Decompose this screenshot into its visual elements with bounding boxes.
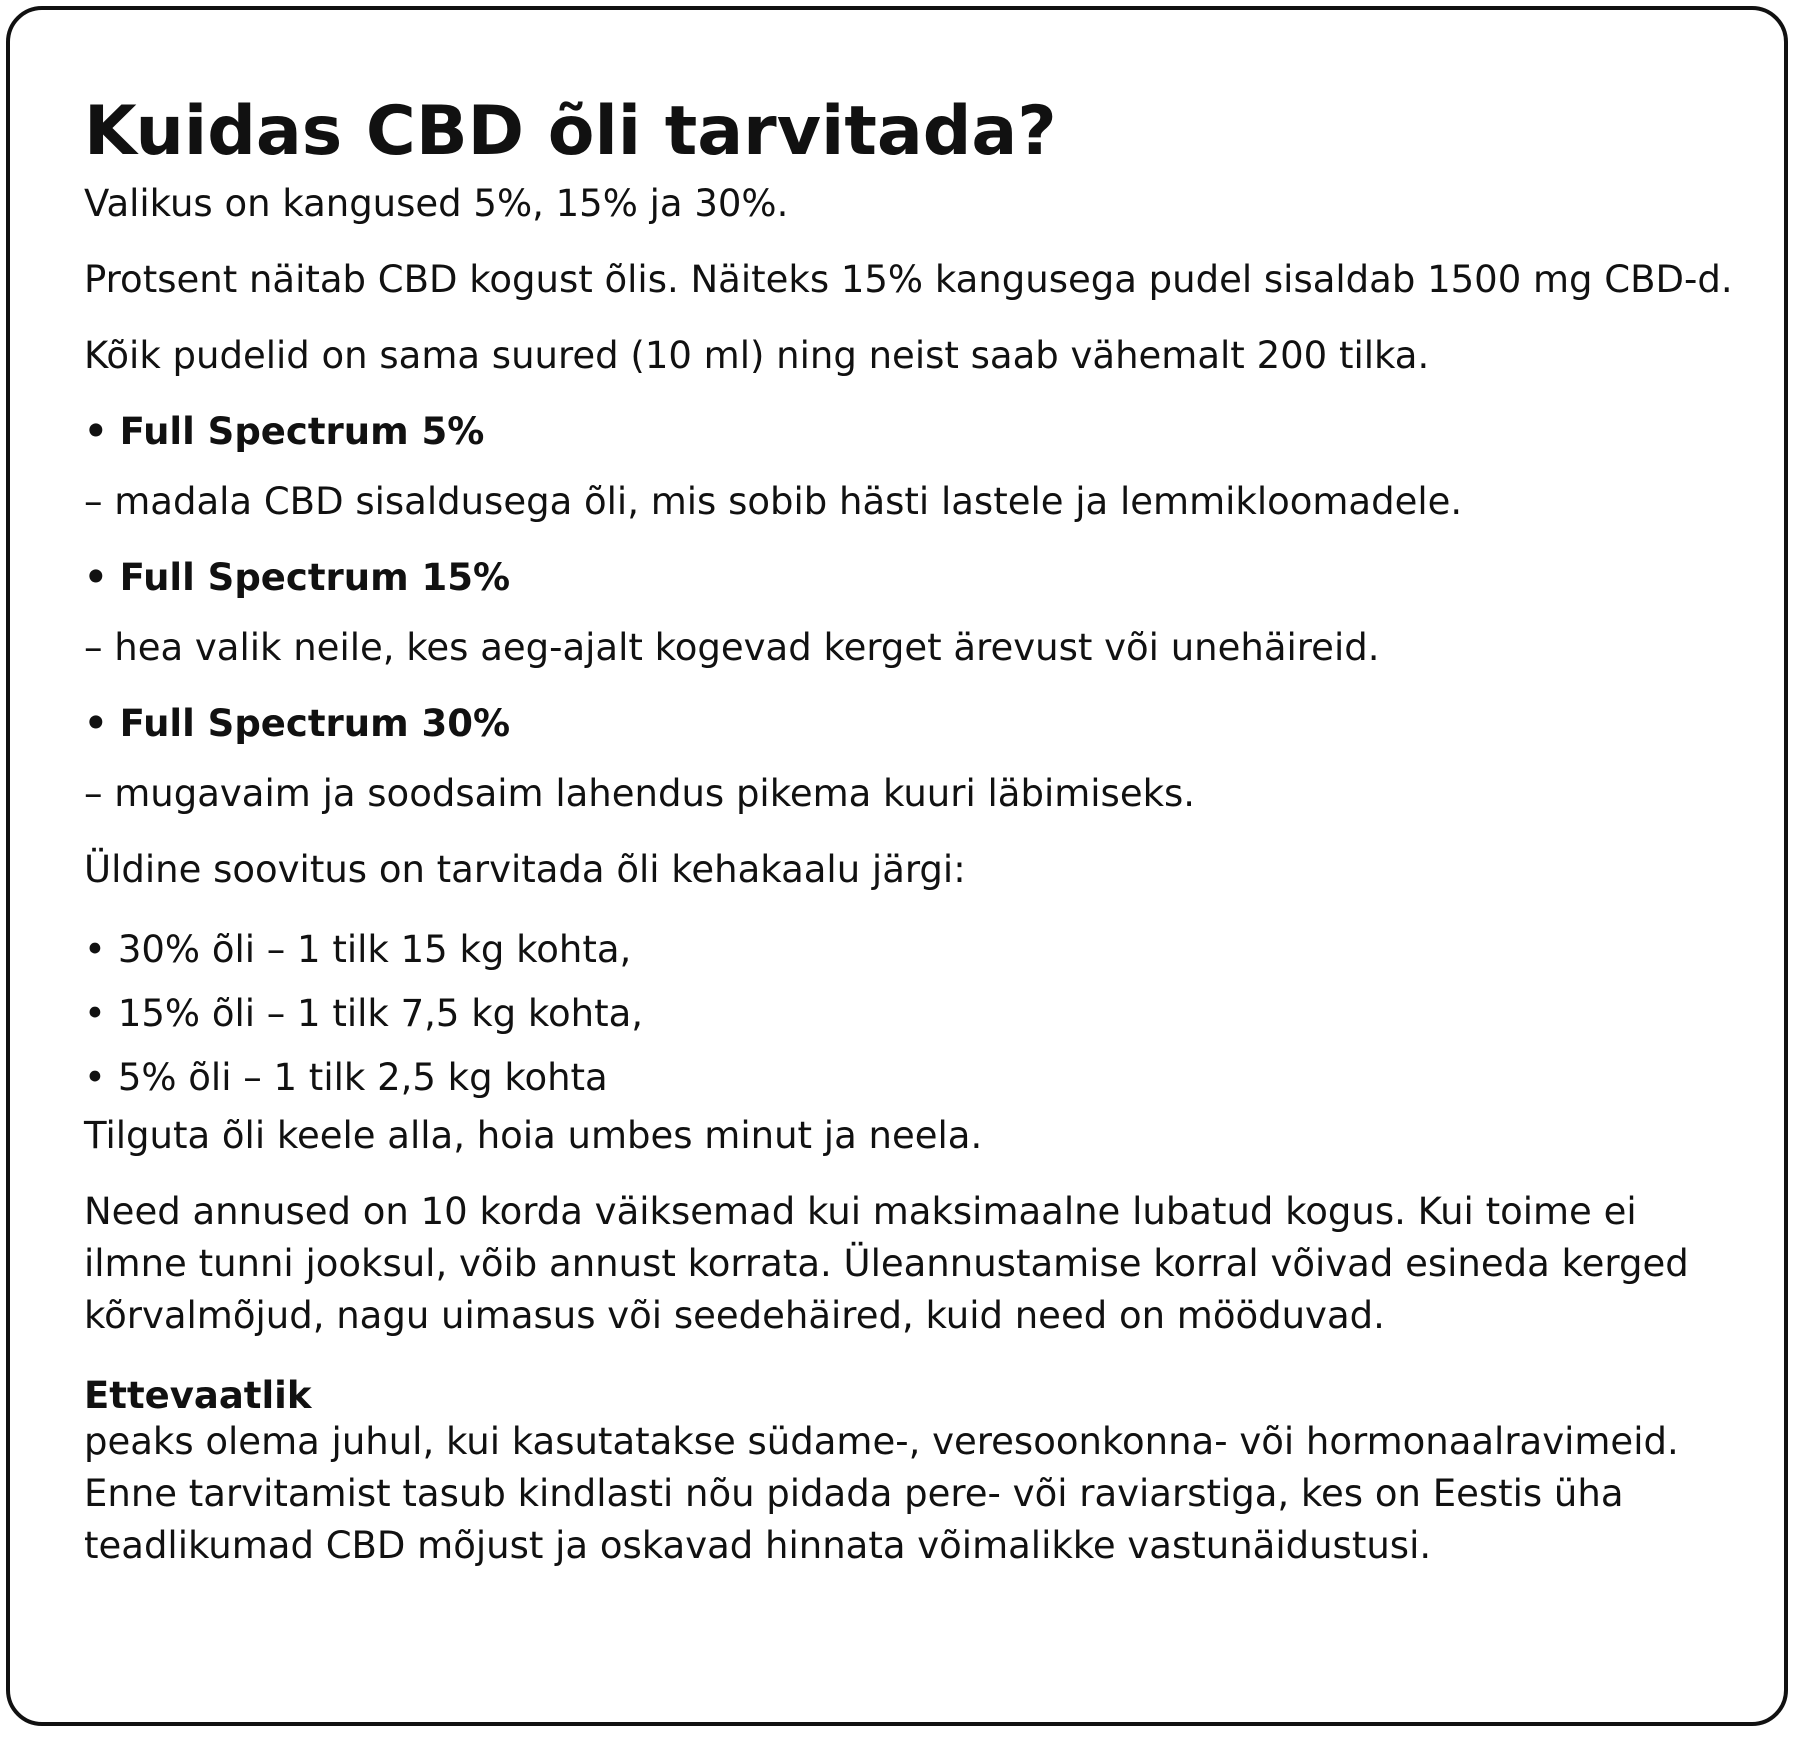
caution-title: Ettevaatlik [84,1374,312,1417]
caution-text: peaks olema juhul, kui kasutatakse südame-, veresoonkonna- või hormonaalravimeid. Enne tarvitamist tasub kindlasti nõu pidada pere- või raviarstiga, kes on Eestis üha teadlikumad CBD mõjust ja oskavad hinnata võimalikke vastunäidustusi. [84,1420,1679,1567]
bottle-info-text: Kõik pudelid on sama suured (10 ml) ning neist saab vähemalt 200 tilka. [84,334,1430,377]
product-heading-30 [84,698,1744,750]
card-content [84,88,1744,1572]
dosage-instruction: Tilguta õli keele alla, hoia umbes minut ja neela. [84,1114,983,1157]
dosage-note: Need annused on 10 korda väiksemad kui maksimaalne lubatud kogus. Kui toime ei ilmne tunni jooksul, võib annust korrata. Üleannustamise korral võivad esineda kerged kõrvalmõjud, nagu uimasus või seedehäired, kuid need on mööduvad. [84,1190,1689,1337]
bullet-icon: • [84,928,106,971]
dosage-item-text: 5% õli – 1 tilk 2,5 kg kohta [117,1056,608,1099]
dosage-intro: Üldine soovitus on tarvitada õli kehakaalu järgi: [84,848,966,891]
bullet-icon: • [84,992,106,1035]
bullet-icon: • [84,702,108,745]
product-name: Full Spectrum 15% [119,556,511,599]
list-item [84,1046,1744,1110]
strengths-text: Valikus on kangused 5%, 15% ja 30%. [84,182,789,225]
product-heading-15 [84,552,1744,604]
bullet-icon: • [84,556,108,599]
bullet-icon: • [84,1056,106,1099]
product-description: – hea valik neile, kes aeg-ajalt kogevad kerget ärevust või unehäireid. [84,626,1380,669]
dosage-list [84,918,1744,1110]
list-item [84,982,1744,1046]
dosage-item-text: 15% õli – 1 tilk 7,5 kg kohta, [117,992,644,1035]
percent-info-text: Protsent näitab CBD kogust õlis. Näiteks 15% kangusega pudel sisaldab 1500 mg CBD-d. [84,258,1733,301]
info-card [6,6,1788,1726]
product-description: – madala CBD sisaldusega õli, mis sobib hästi lastele ja lemmikloomadele. [84,480,1463,523]
product-name: Full Spectrum 5% [119,410,485,453]
list-item [84,918,1744,982]
product-description: – mugavaim ja soodsaim lahendus pikema kuuri läbimiseks. [84,772,1196,815]
bullet-icon: • [84,410,108,453]
page-title: Kuidas CBD õli tarvitada? [84,92,1057,171]
dosage-item-text: 30% õli – 1 tilk 15 kg kohta, [117,928,632,971]
product-heading-5 [84,406,1744,458]
product-name: Full Spectrum 30% [119,702,511,745]
